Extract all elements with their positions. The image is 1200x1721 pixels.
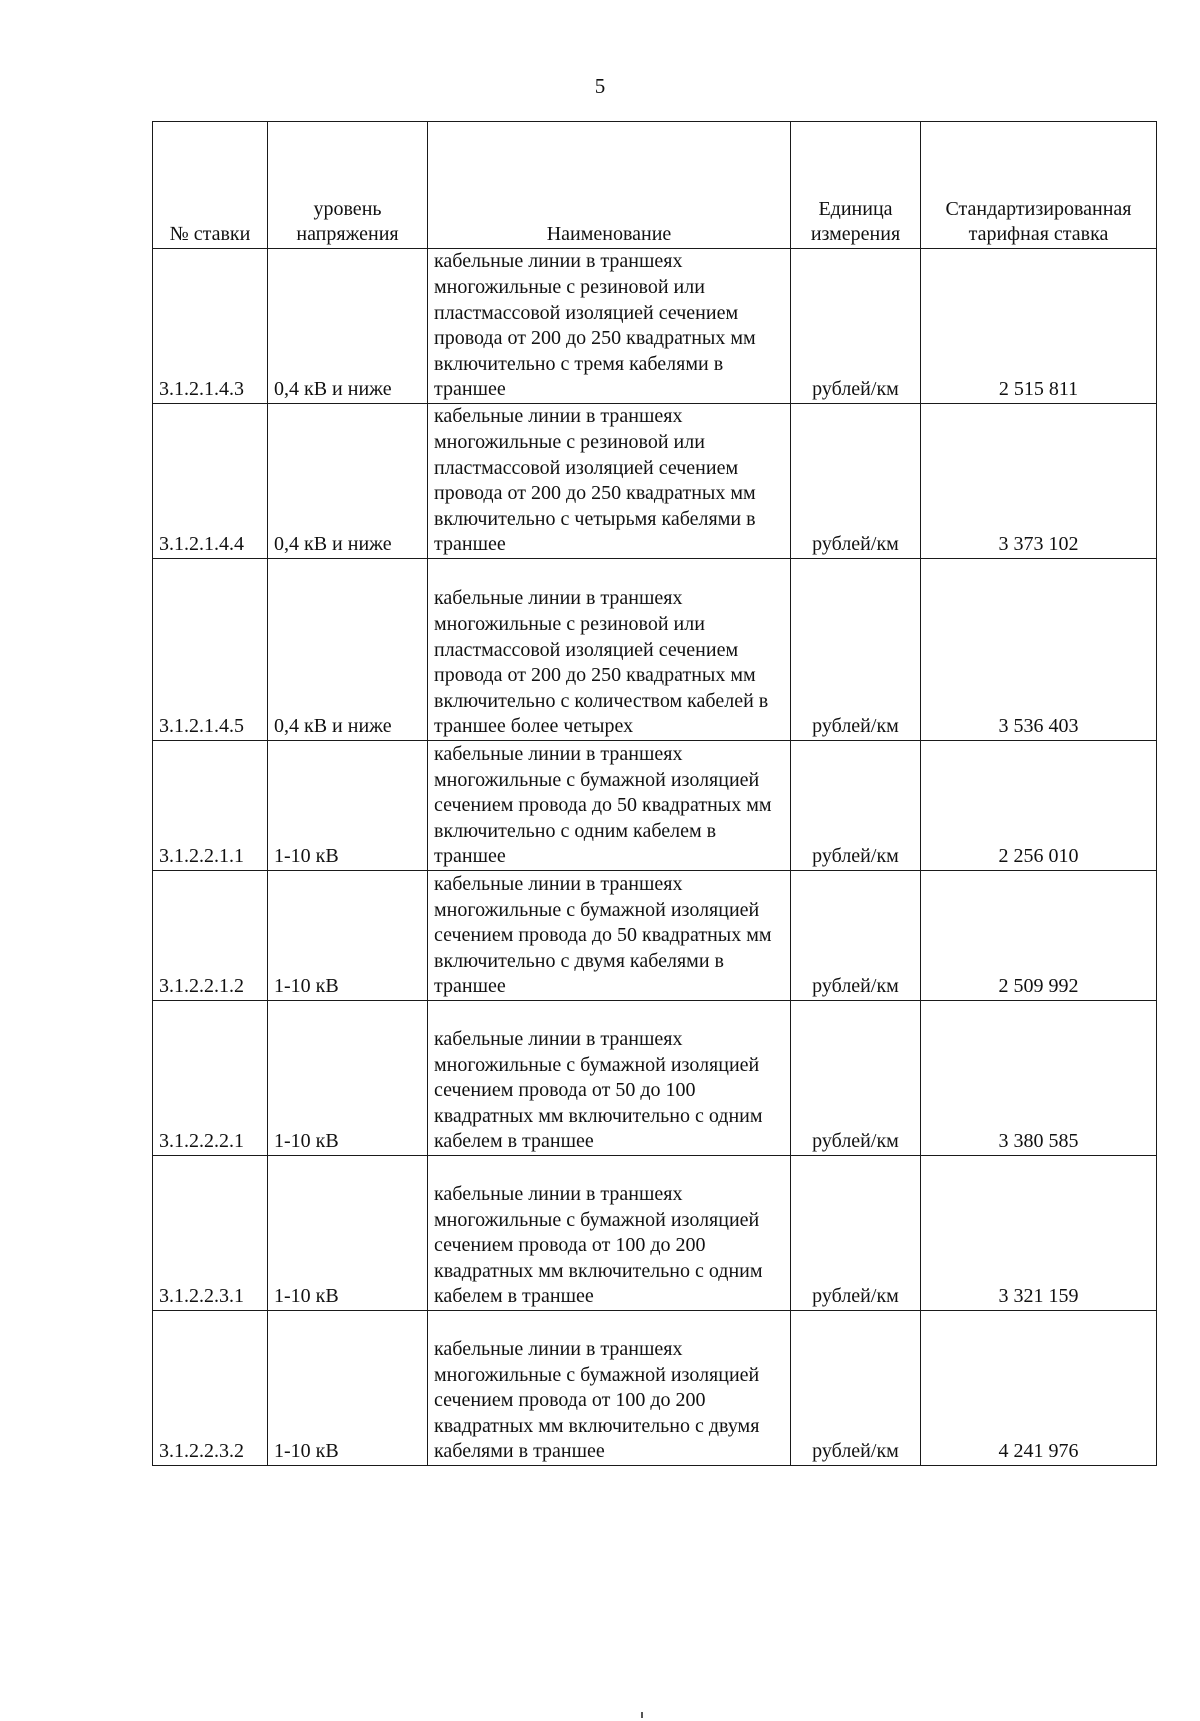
cell-rate-value: 3 321 159: [921, 1156, 1157, 1311]
header-rate-number: № ставки: [153, 122, 268, 249]
header-standard-rate: Стандартизированная тарифная ставка: [921, 122, 1157, 249]
cell-unit: рублей/км: [791, 1001, 921, 1156]
cell-unit: рублей/км: [791, 1311, 921, 1466]
cell-rate-name: кабельные линии в траншеях многожильные с резиновой или пластмассовой изоляцией сечением провода от 200 до 250 квадратных мм включительно с количеством кабелей в траншее более четырех: [428, 559, 791, 741]
cell-rate-number: 3.1.2.2.1.1: [153, 741, 268, 871]
cell-rate-name: кабельные линии в траншеях многожильные с бумажной изоляцией сечением провода от 100 до 200 квадратных мм включительно с одним кабелем в траншее: [428, 1156, 791, 1311]
cell-rate-value: 4 241 976: [921, 1311, 1157, 1466]
cell-rate-number: 3.1.2.2.2.1: [153, 1001, 268, 1156]
cell-unit: рублей/км: [791, 741, 921, 871]
cell-rate-number: 3.1.2.2.1.2: [153, 871, 268, 1001]
header-unit: Единица измерения: [791, 122, 921, 249]
cell-rate-number: 3.1.2.1.4.5: [153, 559, 268, 741]
cell-rate-value: 3 536 403: [921, 559, 1157, 741]
table-row: [153, 249, 1157, 404]
cell-rate-number: 3.1.2.2.3.2: [153, 1311, 268, 1466]
table-row: [153, 1156, 1157, 1311]
cell-rate-value: 3 373 102: [921, 404, 1157, 559]
table-row: [153, 1311, 1157, 1466]
cell-unit: рублей/км: [791, 559, 921, 741]
cell-rate-value: 2 515 811: [921, 249, 1157, 404]
table-row: [153, 741, 1157, 871]
cell-rate-value: 3 380 585: [921, 1001, 1157, 1156]
table-body: [153, 249, 1157, 1466]
cell-voltage-level: 1-10 кВ: [268, 1001, 428, 1156]
page-number: 5: [594, 74, 606, 98]
cell-unit: рублей/км: [791, 249, 921, 404]
cell-rate-name: кабельные линии в траншеях многожильные с резиновой или пластмассовой изоляцией сечением провода от 200 до 250 квадратных мм включительно с тремя кабелями в траншее: [428, 249, 791, 404]
cell-unit: рублей/км: [791, 404, 921, 559]
cell-rate-number: 3.1.2.2.3.1: [153, 1156, 268, 1311]
cell-voltage-level: 1-10 кВ: [268, 871, 428, 1001]
cell-rate-name: кабельные линии в траншеях многожильные с резиновой или пластмассовой изоляцией сечением провода от 200 до 250 квадратных мм включительно с четырьмя кабелями в траншее: [428, 404, 791, 559]
cell-voltage-level: 1-10 кВ: [268, 1156, 428, 1311]
header-voltage-level: уровень напряжения: [268, 122, 428, 249]
cell-unit: рублей/км: [791, 1156, 921, 1311]
cell-rate-value: 2 509 992: [921, 871, 1157, 1001]
cell-rate-number: 3.1.2.1.4.4: [153, 404, 268, 559]
cell-rate-name: кабельные линии в траншеях многожильные с бумажной изоляцией сечением провода от 50 до 100 квадратных мм включительно с одним кабелем в траншее: [428, 1001, 791, 1156]
cell-rate-name: кабельные линии в траншеях многожильные с бумажной изоляцией сечением провода до 50 квадратных мм включительно с одним кабелем в траншее: [428, 741, 791, 871]
tariff-rates-table: [152, 121, 1157, 1466]
cell-rate-value: 2 256 010: [921, 741, 1157, 871]
table-row: [153, 871, 1157, 1001]
cell-rate-name: кабельные линии в траншеях многожильные с бумажной изоляцией сечением провода от 100 до 200 квадратных мм включительно с двумя кабелями в траншее: [428, 1311, 791, 1466]
cell-rate-number: 3.1.2.1.4.3: [153, 249, 268, 404]
cell-voltage-level: 1-10 кВ: [268, 1311, 428, 1466]
page-edge-mark: [641, 1712, 643, 1718]
table-row: [153, 559, 1157, 741]
cell-voltage-level: 1-10 кВ: [268, 741, 428, 871]
cell-rate-name: кабельные линии в траншеях многожильные с бумажной изоляцией сечением провода до 50 квадратных мм включительно с двумя кабелями в траншее: [428, 871, 791, 1001]
table-row: [153, 1001, 1157, 1156]
cell-voltage-level: 0,4 кВ и ниже: [268, 249, 428, 404]
cell-voltage-level: 0,4 кВ и ниже: [268, 559, 428, 741]
table-header-row: [153, 122, 1157, 249]
header-name: Наименование: [428, 122, 791, 249]
cell-voltage-level: 0,4 кВ и ниже: [268, 404, 428, 559]
cell-unit: рублей/км: [791, 871, 921, 1001]
table-row: [153, 404, 1157, 559]
